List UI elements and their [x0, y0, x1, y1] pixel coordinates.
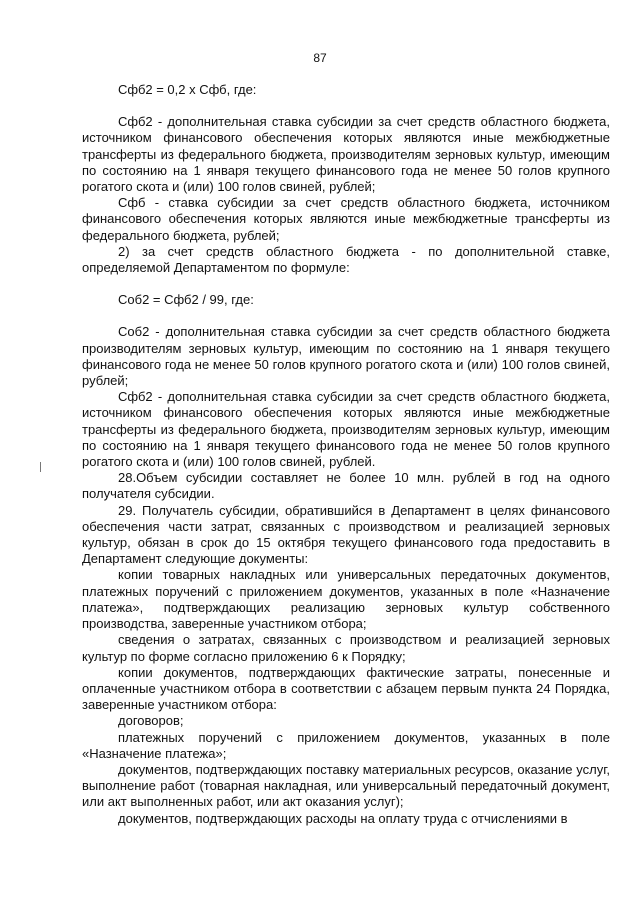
paragraph-labor-costs: документов, подтверждающих расходы на оплату труда с отчислениями в: [118, 810, 568, 826]
paragraph-contracts: договоров;: [118, 713, 184, 729]
formula-sfb2: Сфб2 = 0,2 х Сфб, где:: [118, 82, 257, 97]
paragraph-cost-info: сведения о затратах, связанных с производством и реализацией зерновых культур по форме согласно приложению 6 к Порядку;: [82, 632, 610, 664]
paragraph-cost-documents: копии документов, подтверждающих фактические затраты, понесенные и оплаченные участником отбора в соответствии с абзацем первым пункта 24 Порядка, заверенные участником отбора:: [82, 664, 610, 713]
paragraph-item-28: 28.Объем субсидии составляет не более 10 млн. рублей в год на одного получателя субсидии.: [82, 470, 610, 502]
page-number: 87: [313, 51, 327, 65]
paragraph-sfb2-definition-repeat: Сфб2 - дополнительная ставка субсидии за счет средств областного бюджета, источником финансового обеспечения которых являются иные межбюджетные трансферты из федерального бюджета, производителям зерновых культур, имеющим по состоянию на 1 января текущего финансового года не менее 50 голов крупного рогатого скота и (или) 100 голов свиней, рублей.: [82, 389, 610, 470]
paragraph-sfb-definition: Сфб - ставка субсидии за счет средств областного бюджета, источником финансового обеспечения которых являются иные межбюджетные трансферты из федерального бюджета, рублей;: [82, 195, 610, 243]
paragraph-regional-budget: 2) за счет средств областного бюджета - по дополнительной ставке, определяемой Департаментом по формуле:: [82, 243, 610, 276]
formula-sob2: Соб2 = Сфб2 / 99, где:: [118, 292, 254, 308]
paragraph-item-29: 29. Получатель субсидии, обратившийся в Департамент в целях финансового обеспечения части затрат, связанных с производством и реализацией зерновых культур, обязан в срок до 15 октября текущего финансового года предоставить в Департамент следующие документы:: [82, 502, 610, 567]
document-body: [82, 82, 610, 827]
margin-mark: [40, 462, 41, 472]
paragraph-sob2-definition: Соб2 - дополнительная ставка субсидии за счет средств областного бюджета производителям зерновых культур, имеющим по состоянию на 1 января текущего финансового года не менее 50 голов крупного рогатого скота и (или) 100 голов свиней, рублей;: [82, 324, 610, 389]
paragraph-invoice-copies: копии товарных накладных или универсальных передаточных документов, платежных поручений с приложением документов, указанных в поле «Назначение платежа», подтверждающих реализацию зерновых культур собственного производства, заверенные участником отбора;: [82, 567, 610, 632]
paragraph-supply-documents: документов, подтверждающих поставку материальных ресурсов, оказание услуг, выполнение работ (товарная накладная, или универсальный передаточный документ, или акт выполненных работ, или акт оказания услуг);: [82, 761, 610, 810]
paragraph-payment-orders: платежных поручений с приложением документов, указанных в поле «Назначение платежа»;: [82, 729, 610, 761]
paragraph-sfb2-definition: Сфб2 - дополнительная ставка субсидии за счет средств областного бюджета, источником финансового обеспечения которых являются иные межбюджетные трансферты из федерального бюджета, производителям зерновых культур, имеющим по состоянию на 1 января текущего финансового года не менее 50 голов крупного рогатого скота и (или) 100 голов свиней, рублей;: [82, 114, 610, 195]
